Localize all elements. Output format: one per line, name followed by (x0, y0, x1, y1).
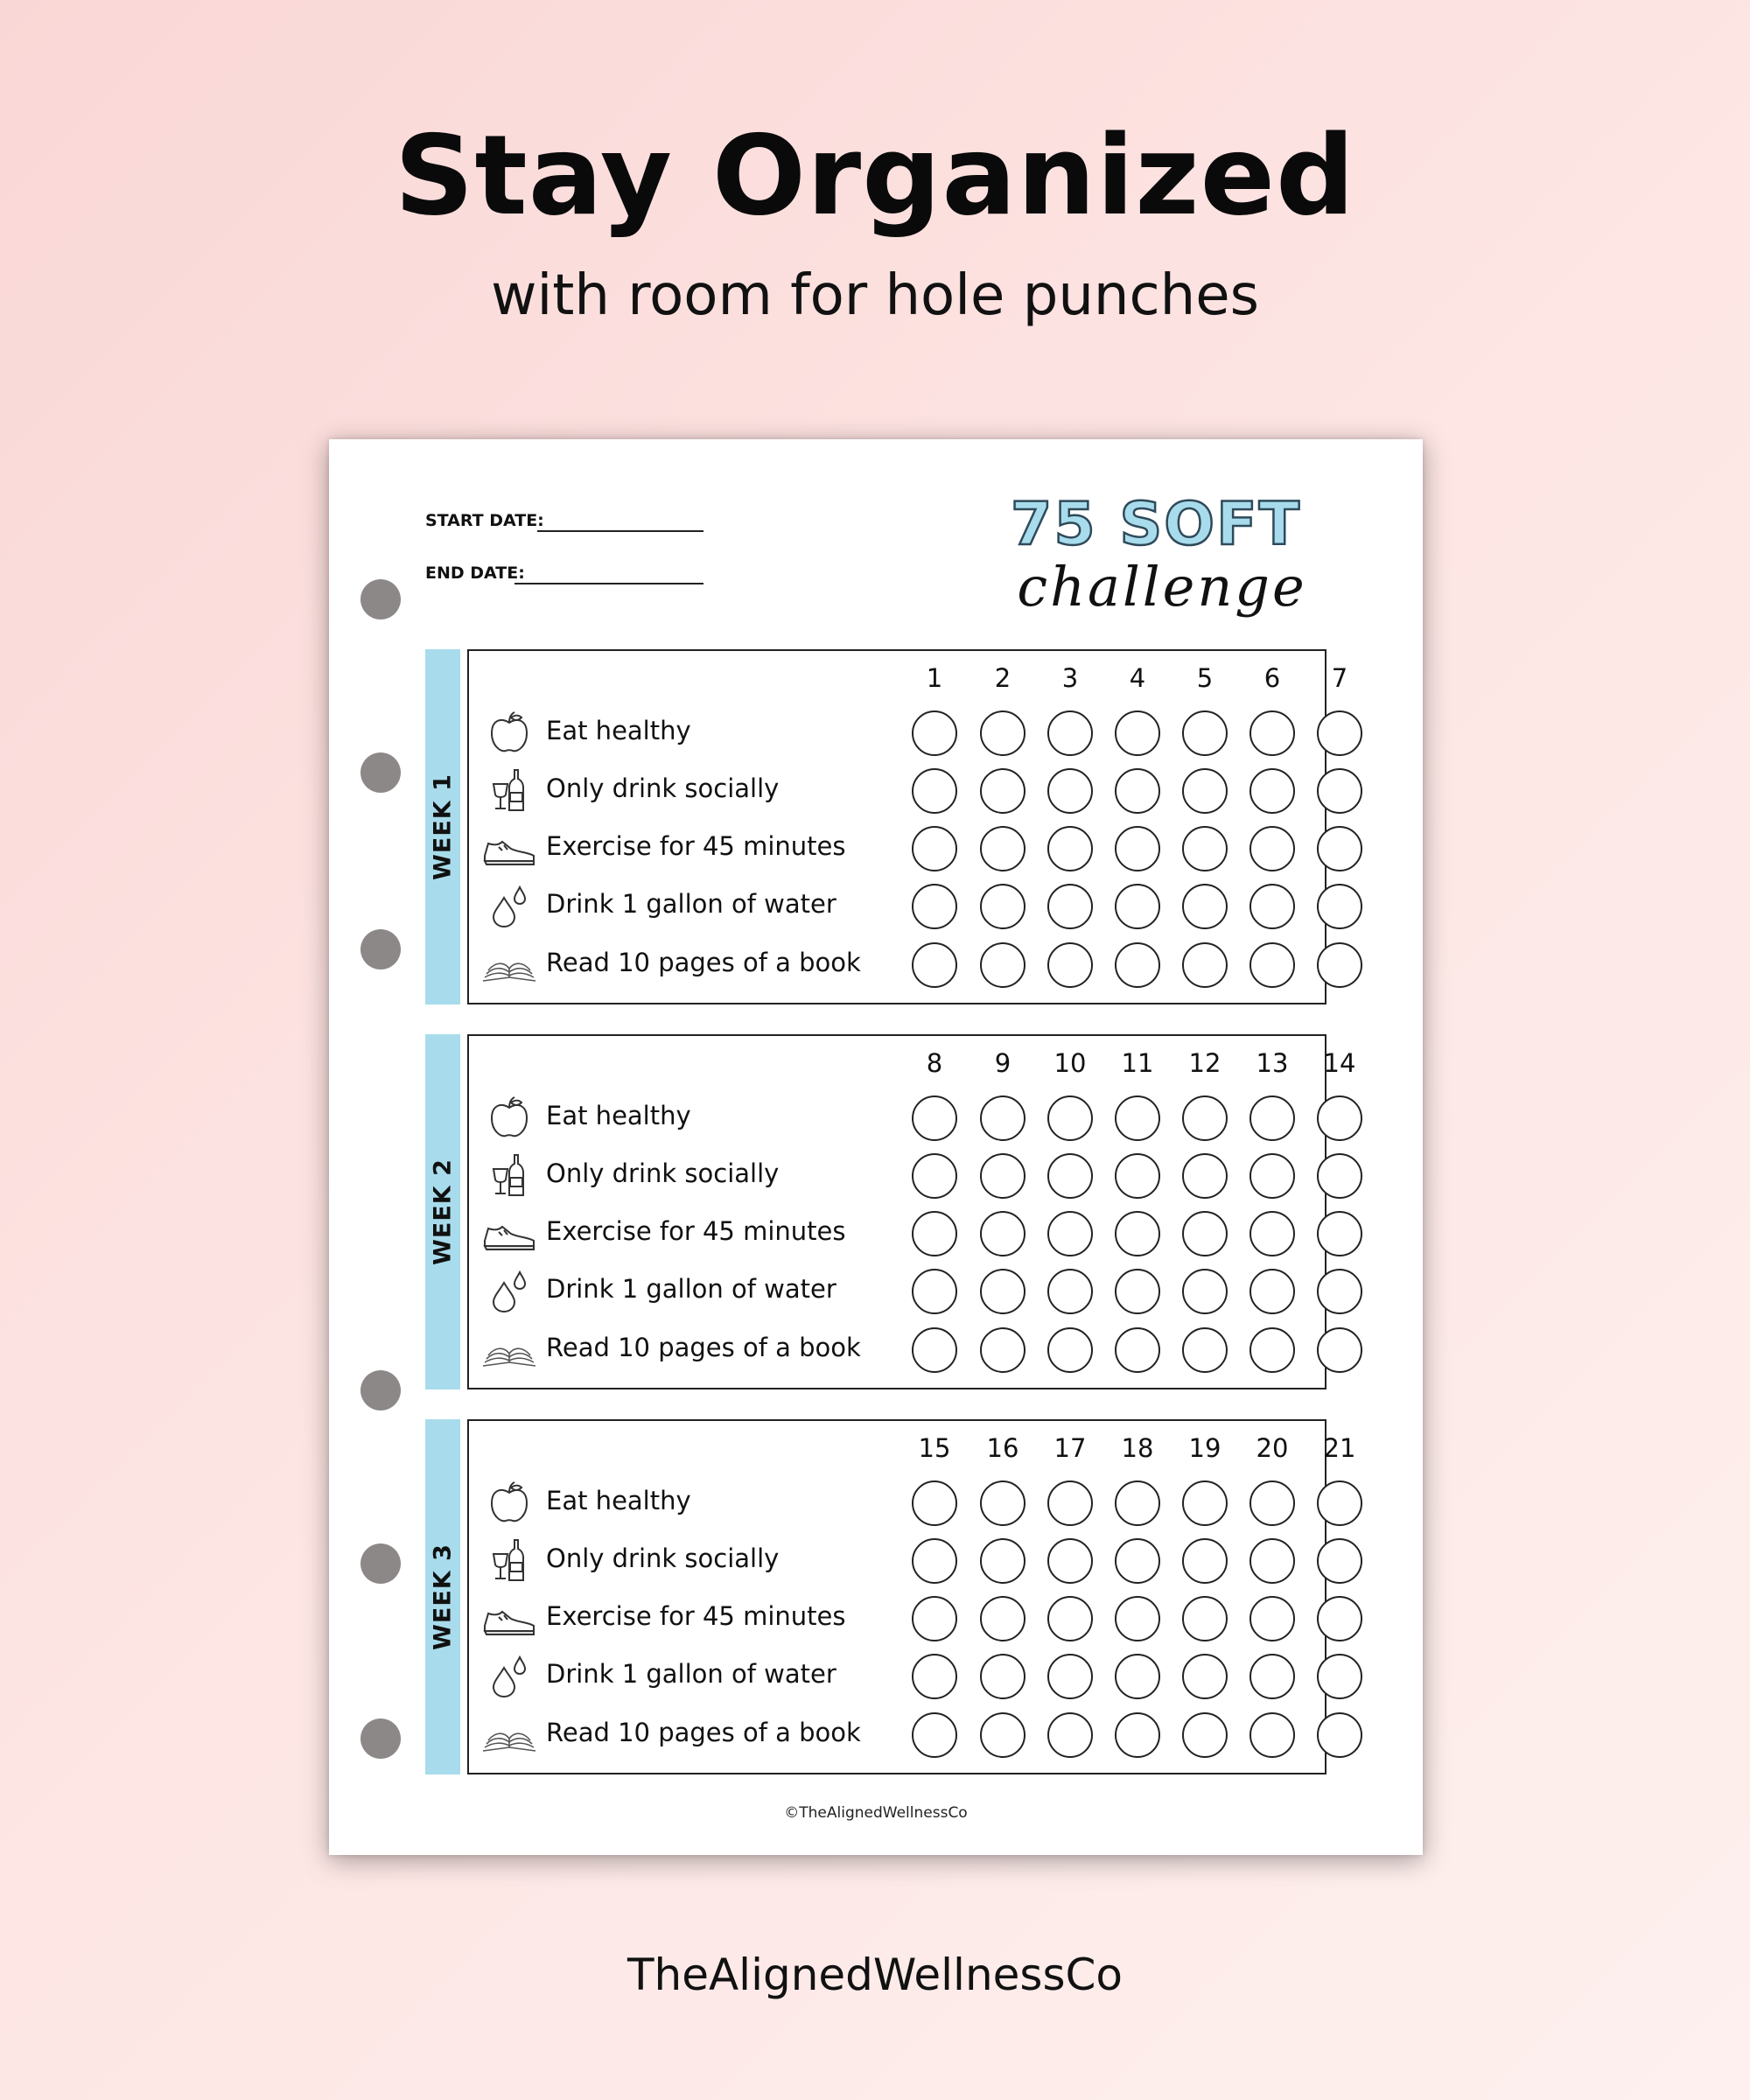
day-checkbox[interactable] (912, 1538, 957, 1584)
open-book-icon (481, 942, 537, 988)
day-checkbox[interactable] (912, 942, 957, 988)
task-label: Drink 1 gallon of water (546, 1659, 836, 1689)
punch-hole (360, 1370, 401, 1410)
day-checkbox[interactable] (1115, 1153, 1160, 1199)
day-checkbox[interactable] (1115, 1327, 1160, 1373)
day-checkbox[interactable] (980, 942, 1026, 988)
day-checkbox[interactable] (1250, 1596, 1295, 1642)
day-checkbox[interactable] (1250, 1269, 1295, 1314)
task-row (469, 1589, 1325, 1647)
day-checkbox[interactable] (1115, 710, 1160, 756)
planner-page (329, 439, 1423, 1855)
start-date-label: START DATE: (425, 511, 544, 530)
day-number: 15 (918, 1433, 951, 1463)
start-date-field[interactable] (537, 530, 704, 532)
day-number: 6 (1264, 663, 1281, 693)
day-checkbox[interactable] (912, 884, 957, 929)
day-checkbox[interactable] (1250, 1480, 1295, 1526)
day-checkbox[interactable] (1115, 1269, 1160, 1314)
task-row (469, 1474, 1325, 1531)
day-checkbox[interactable] (1047, 1211, 1093, 1256)
task-row (469, 1146, 1325, 1204)
day-checkbox[interactable] (912, 710, 957, 756)
task-label: Only drink socially (546, 1544, 780, 1573)
week-section (425, 1419, 1356, 1774)
day-number: 1 (926, 663, 943, 693)
day-checkbox[interactable] (1047, 942, 1093, 988)
day-checkbox[interactable] (1250, 1153, 1295, 1199)
task-label: Eat healthy (546, 716, 691, 746)
day-checkbox[interactable] (1047, 1327, 1093, 1373)
task-row (469, 877, 1325, 934)
day-checkbox[interactable] (980, 1480, 1026, 1526)
day-number: 4 (1129, 663, 1146, 693)
apple-icon (481, 1096, 537, 1141)
day-checkbox[interactable] (1182, 1327, 1228, 1373)
week-tab (425, 1034, 460, 1390)
day-checkbox[interactable] (1182, 1211, 1228, 1256)
task-row (469, 761, 1325, 819)
open-book-icon (481, 1712, 537, 1758)
day-checkbox[interactable] (1115, 1712, 1160, 1758)
day-checkbox[interactable] (1250, 710, 1295, 756)
task-row (469, 1320, 1325, 1378)
day-checkbox[interactable] (1250, 1211, 1295, 1256)
task-label: Read 10 pages of a book (546, 1718, 861, 1747)
day-checkbox[interactable] (980, 1096, 1026, 1141)
day-checkbox[interactable] (1317, 826, 1362, 872)
day-checkbox[interactable] (1182, 1096, 1228, 1141)
water-drop-icon (481, 1654, 537, 1699)
day-checkbox[interactable] (912, 1269, 957, 1314)
day-number: 2 (994, 663, 1012, 693)
day-checkbox[interactable] (980, 710, 1026, 756)
task-label: Read 10 pages of a book (546, 948, 861, 977)
task-label: Only drink socially (546, 1158, 780, 1188)
day-checkbox[interactable] (912, 1327, 957, 1373)
wine-bottle-icon (481, 1153, 537, 1199)
end-date-field[interactable] (514, 583, 704, 584)
task-row (469, 819, 1325, 877)
task-label: Exercise for 45 minutes (546, 1601, 846, 1631)
punch-hole (360, 1544, 401, 1584)
day-checkbox[interactable] (1047, 884, 1093, 929)
day-number: 9 (994, 1048, 1012, 1078)
day-checkbox[interactable] (1182, 1153, 1228, 1199)
day-checkbox[interactable] (1250, 768, 1295, 814)
day-checkbox[interactable] (1047, 1096, 1093, 1141)
day-checkbox[interactable] (1317, 1211, 1362, 1256)
task-label: Exercise for 45 minutes (546, 1216, 846, 1246)
day-checkbox[interactable] (1047, 1480, 1093, 1526)
day-number: 21 (1323, 1433, 1356, 1463)
day-checkbox[interactable] (1047, 1654, 1093, 1699)
day-checkbox[interactable] (1250, 1538, 1295, 1584)
day-number: 8 (926, 1048, 943, 1078)
day-number: 18 (1121, 1433, 1154, 1463)
day-number: 14 (1323, 1048, 1356, 1078)
task-row (469, 1531, 1325, 1589)
brand-name: TheAlignedWellnessCo (626, 1950, 1123, 2000)
apple-icon (481, 710, 537, 756)
day-checkbox[interactable] (1115, 1096, 1160, 1141)
day-checkbox[interactable] (1115, 1480, 1160, 1526)
day-checkbox[interactable] (1047, 710, 1093, 756)
week-tracker-box (467, 649, 1348, 1004)
day-checkbox[interactable] (912, 1654, 957, 1699)
day-checkbox[interactable] (1115, 1538, 1160, 1584)
day-number: 16 (986, 1433, 1019, 1463)
apple-icon (481, 1480, 537, 1526)
day-number: 5 (1196, 663, 1214, 693)
day-checkbox[interactable] (1047, 1596, 1093, 1642)
task-row (469, 1204, 1325, 1262)
day-checkbox[interactable] (980, 1712, 1026, 1758)
day-number: 20 (1256, 1433, 1289, 1463)
task-row (469, 1088, 1325, 1146)
day-checkbox[interactable] (1317, 710, 1362, 756)
day-checkbox[interactable] (980, 1327, 1026, 1373)
day-checkbox[interactable] (1115, 768, 1160, 814)
day-checkbox[interactable] (1182, 1712, 1228, 1758)
day-checkbox[interactable] (1115, 1654, 1160, 1699)
logo-title: 75 SOFT (1011, 490, 1301, 559)
day-number: 11 (1121, 1048, 1154, 1078)
day-checkbox[interactable] (1317, 1327, 1362, 1373)
task-row (469, 1262, 1325, 1320)
week-tab (425, 1419, 460, 1774)
punch-hole (360, 929, 401, 970)
day-checkbox[interactable] (1317, 1538, 1362, 1584)
day-checkbox[interactable] (912, 1096, 957, 1141)
day-checkbox[interactable] (1250, 1712, 1295, 1758)
day-number: 19 (1188, 1433, 1222, 1463)
task-label: Drink 1 gallon of water (546, 1274, 836, 1304)
day-number: 12 (1188, 1048, 1222, 1078)
day-checkbox[interactable] (1317, 1712, 1362, 1758)
copyright-text: ©TheAlignedWellnessCo (784, 1804, 968, 1822)
task-label: Exercise for 45 minutes (546, 831, 846, 861)
sneaker-icon (481, 1211, 537, 1256)
day-checkbox[interactable] (1182, 768, 1228, 814)
day-checkbox[interactable] (980, 884, 1026, 929)
day-checkbox[interactable] (1250, 1327, 1295, 1373)
week-section (425, 649, 1348, 1004)
logo-script: challenge (1017, 555, 1307, 619)
day-checkbox[interactable] (1182, 942, 1228, 988)
day-checkbox[interactable] (1250, 884, 1295, 929)
day-number: 7 (1331, 663, 1348, 693)
day-checkbox[interactable] (1182, 1480, 1228, 1526)
day-checkbox[interactable] (1115, 942, 1160, 988)
day-checkbox[interactable] (1317, 768, 1362, 814)
task-label: Drink 1 gallon of water (546, 889, 836, 919)
day-number: 3 (1061, 663, 1079, 693)
task-row (469, 1705, 1325, 1763)
day-checkbox[interactable] (1047, 1538, 1093, 1584)
day-checkbox[interactable] (1250, 942, 1295, 988)
day-checkbox[interactable] (980, 1269, 1026, 1314)
task-row (469, 1647, 1325, 1704)
day-checkbox[interactable] (912, 1712, 957, 1758)
day-checkbox[interactable] (1317, 1596, 1362, 1642)
day-checkbox[interactable] (1250, 826, 1295, 872)
day-checkbox[interactable] (980, 768, 1026, 814)
day-checkbox[interactable] (1317, 942, 1362, 988)
day-checkbox[interactable] (912, 1153, 957, 1199)
sneaker-icon (481, 826, 537, 872)
day-checkbox[interactable] (912, 826, 957, 872)
water-drop-icon (481, 884, 537, 929)
day-checkbox[interactable] (1047, 768, 1093, 814)
day-number: 13 (1256, 1048, 1289, 1078)
day-checkbox[interactable] (1115, 884, 1160, 929)
day-checkbox[interactable] (1182, 1269, 1228, 1314)
day-checkbox[interactable] (1317, 1096, 1362, 1141)
day-checkbox[interactable] (1047, 1153, 1093, 1199)
day-checkbox[interactable] (912, 1480, 957, 1526)
page-headline: Stay Organized (394, 111, 1356, 240)
day-checkbox[interactable] (1317, 1480, 1362, 1526)
day-checkbox[interactable] (980, 1596, 1026, 1642)
task-label: Read 10 pages of a book (546, 1333, 861, 1362)
day-checkbox[interactable] (1182, 1654, 1228, 1699)
page-subheadline: with room for hole punches (491, 263, 1259, 328)
day-checkbox[interactable] (1047, 826, 1093, 872)
punch-hole (360, 1718, 401, 1759)
week-tab (425, 649, 460, 1004)
week-label: WEEK 2 (429, 1158, 457, 1265)
day-checkbox[interactable] (980, 1538, 1026, 1584)
day-checkbox[interactable] (1250, 1654, 1295, 1699)
task-label: Eat healthy (546, 1486, 691, 1516)
week-label: WEEK 3 (429, 1544, 457, 1650)
week-tracker-box (467, 1034, 1356, 1390)
challenge-logo (959, 474, 1362, 632)
day-checkbox[interactable] (1182, 1538, 1228, 1584)
task-label: Only drink socially (546, 774, 780, 803)
day-checkbox[interactable] (980, 1153, 1026, 1199)
day-checkbox[interactable] (980, 1211, 1026, 1256)
task-row (469, 935, 1325, 993)
day-checkbox[interactable] (1182, 1596, 1228, 1642)
wine-bottle-icon (481, 768, 537, 814)
day-checkbox[interactable] (912, 1211, 957, 1256)
day-checkbox[interactable] (1115, 826, 1160, 872)
day-checkbox[interactable] (1115, 1596, 1160, 1642)
wine-bottle-icon (481, 1538, 537, 1584)
day-number: 10 (1054, 1048, 1087, 1078)
punch-hole (360, 579, 401, 620)
week-section (425, 1034, 1356, 1390)
day-checkbox[interactable] (1250, 1096, 1295, 1141)
day-checkbox[interactable] (980, 826, 1026, 872)
day-number: 17 (1054, 1433, 1087, 1463)
day-checkbox[interactable] (912, 768, 957, 814)
day-checkbox[interactable] (980, 1654, 1026, 1699)
punch-hole (360, 752, 401, 793)
day-checkbox[interactable] (1317, 1654, 1362, 1699)
task-row (469, 704, 1325, 761)
day-checkbox[interactable] (1317, 884, 1362, 929)
day-checkbox[interactable] (1182, 884, 1228, 929)
week-tracker-box (467, 1419, 1356, 1774)
end-date-label: END DATE: (425, 564, 525, 583)
day-checkbox[interactable] (1317, 1269, 1362, 1314)
day-checkbox[interactable] (1115, 1211, 1160, 1256)
day-checkbox[interactable] (1047, 1269, 1093, 1314)
water-drop-icon (481, 1269, 537, 1314)
day-checkbox[interactable] (1182, 826, 1228, 872)
day-checkbox[interactable] (1317, 1153, 1362, 1199)
sneaker-icon (481, 1596, 537, 1642)
day-checkbox[interactable] (1047, 1712, 1093, 1758)
open-book-icon (481, 1327, 537, 1373)
day-checkbox[interactable] (912, 1596, 957, 1642)
week-label: WEEK 1 (429, 774, 457, 880)
task-label: Eat healthy (546, 1101, 691, 1130)
day-checkbox[interactable] (1182, 710, 1228, 756)
